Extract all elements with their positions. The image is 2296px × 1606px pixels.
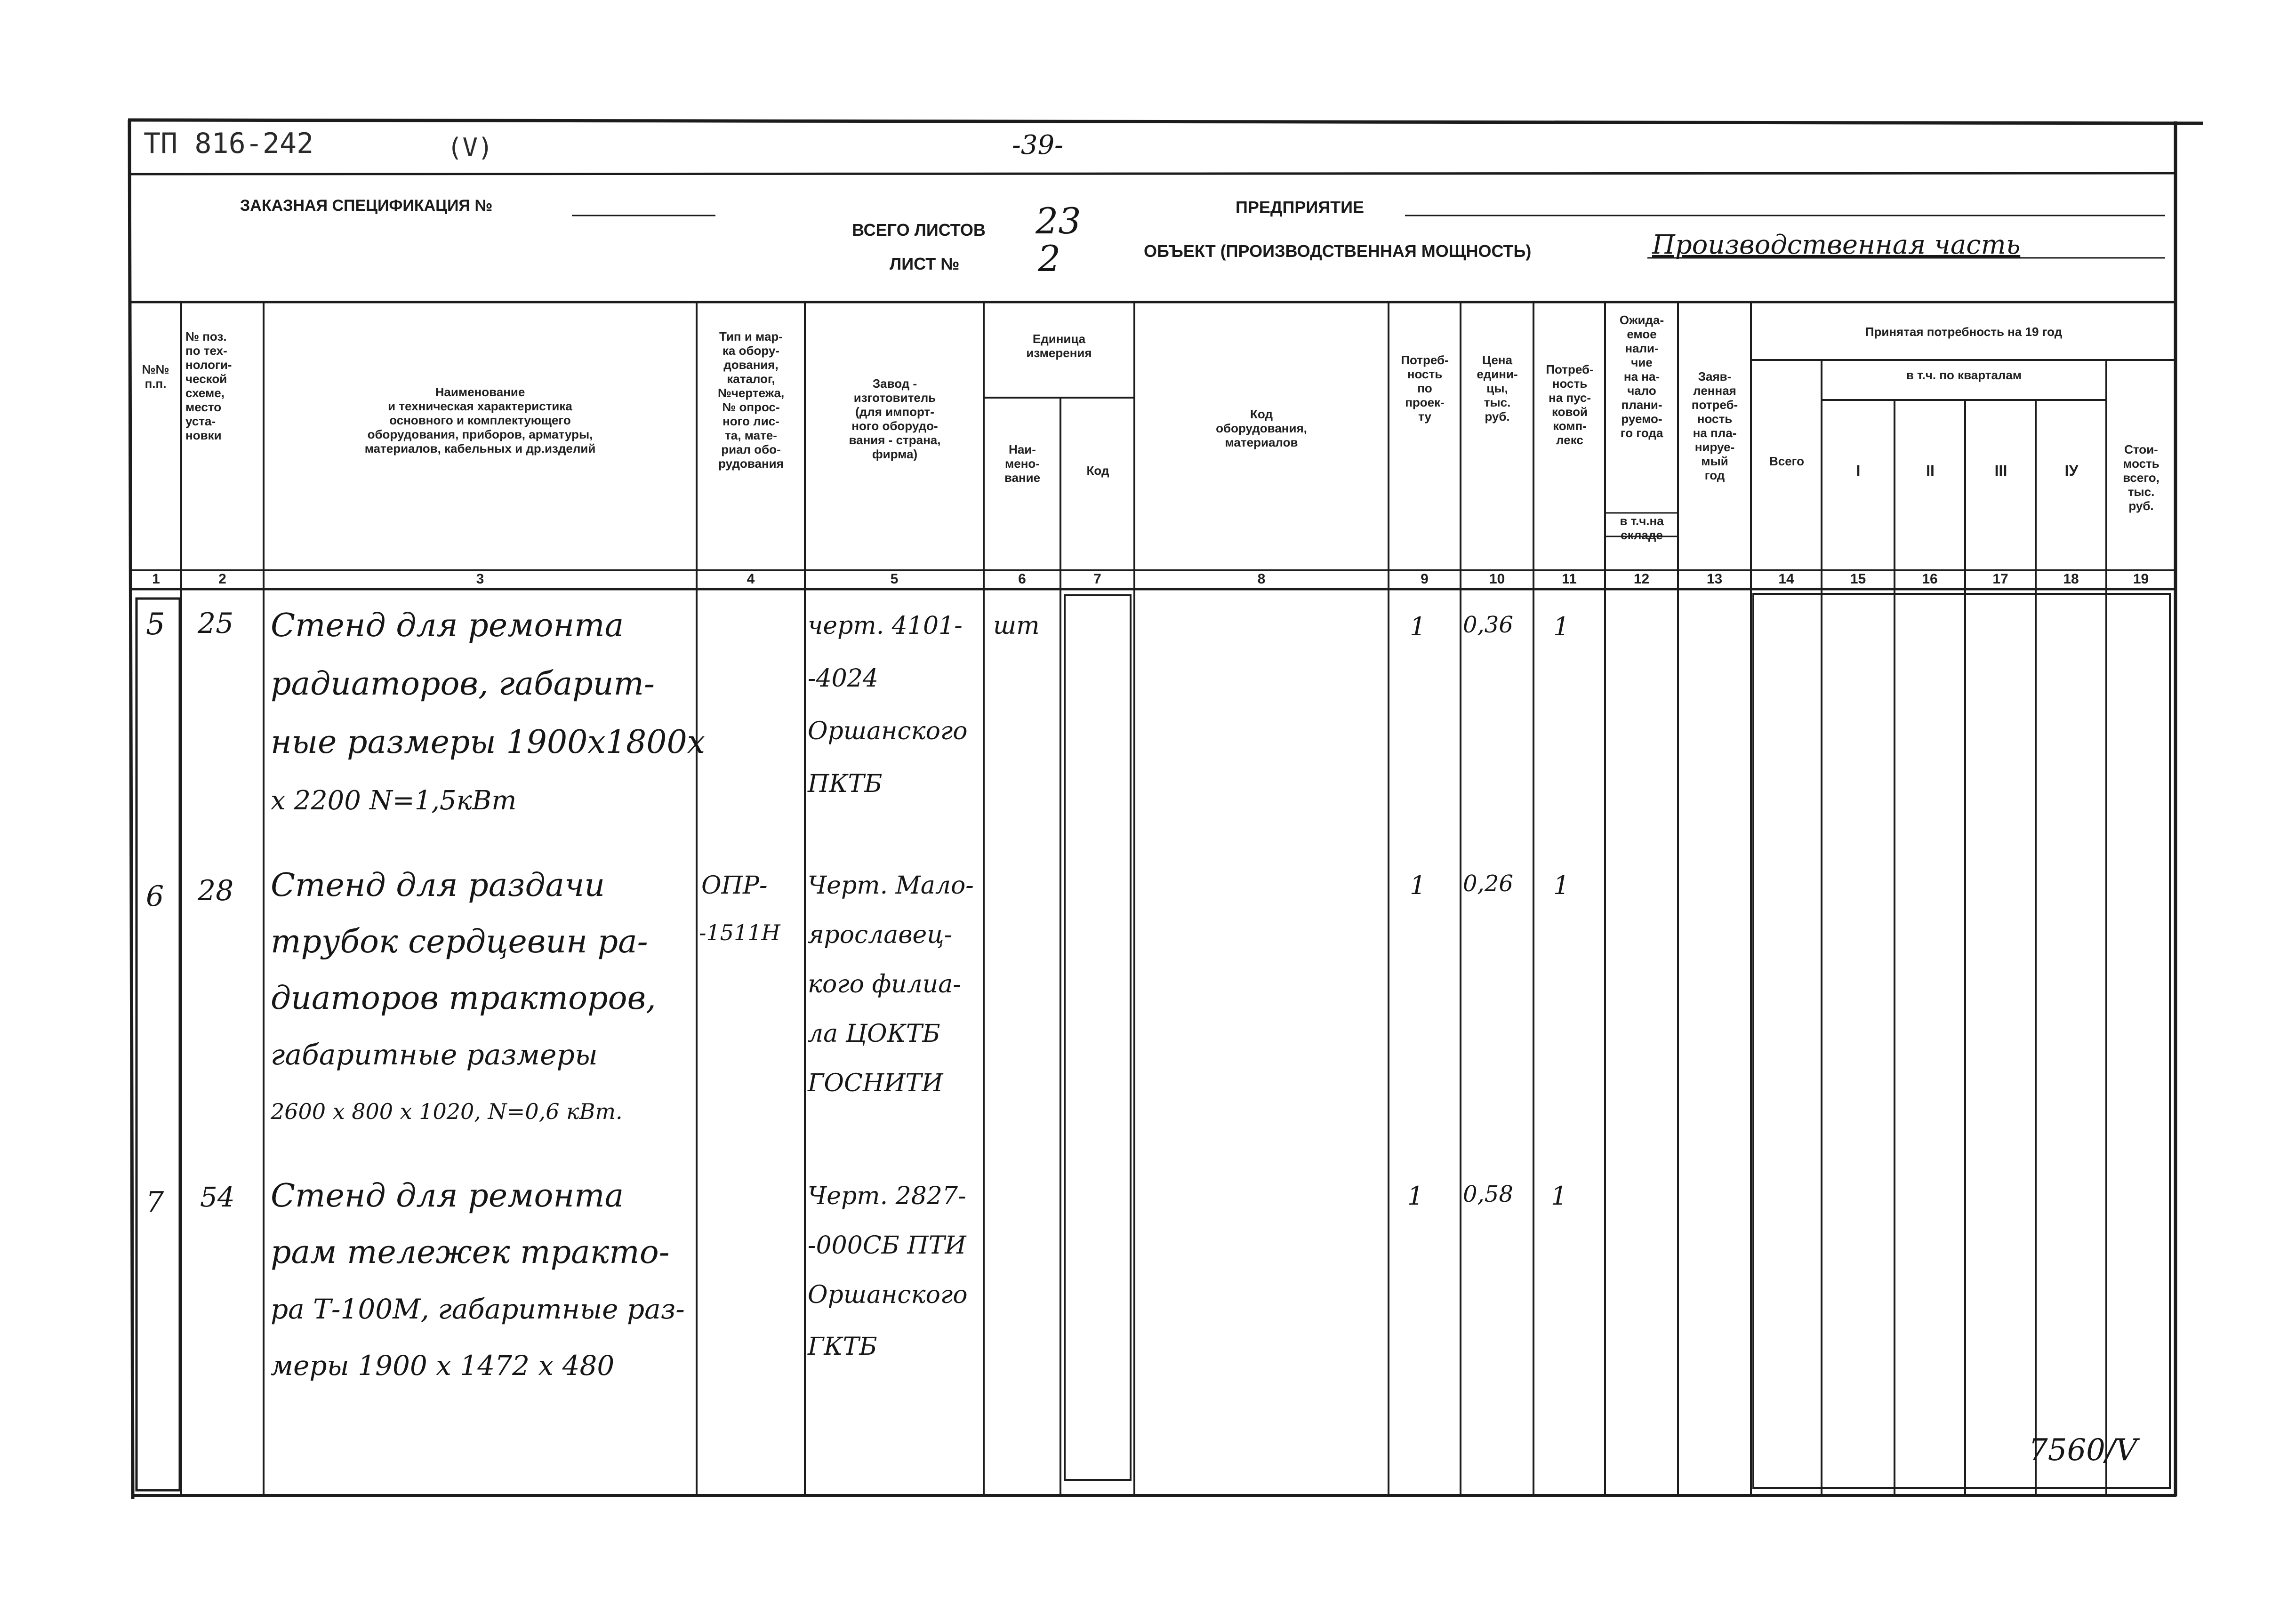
header-row-number: №№ п.п. [142,362,169,391]
header-start-complex-need: Потреб- ность на пус- ковой комп- лекс [1546,362,1594,447]
sheet-number-label: ЛИСТ № [890,254,960,273]
row-maker-line: Оршанского [808,1281,968,1309]
header-equipment-code: Код оборудования, материалов [1216,407,1307,449]
row-unit: шт [993,612,1040,640]
row-start-quantity: 1 [1553,871,1570,900]
header-unit-name: Наи- мено- вание [1004,442,1041,485]
header-quarter-4: IУ [2064,462,2079,479]
header-unit-code: Код [1086,463,1109,478]
row-maker-line: Черт. 2827- [808,1182,966,1210]
column-number: 11 [1562,571,1577,587]
row-maker-line: -4024 [808,664,878,693]
header-total-cost: Стои- мость всего, тыс. руб. [2123,442,2160,513]
row-name-line: 2600 х 800 х 1020, N=0,6 кВт. [271,1099,623,1124]
row-name-line: Стенд для ремонта [271,1177,624,1214]
row-name-line: габаритные размеры [271,1039,598,1071]
volume-number: (V) [447,133,493,162]
row-maker-line: Оршанского [808,717,968,745]
sheets-total-label: ВСЕГО ЛИСТОВ [852,220,986,240]
row-start-quantity: 1 [1553,612,1570,641]
column-number: 1 [152,571,160,587]
row-quantity: 1 [1410,871,1426,900]
row-name-line: радиаторов, габарит- [271,665,655,703]
header-quarter-3: III [1994,462,2007,479]
column-number: 9 [1421,571,1429,587]
page-number: -39- [1012,130,1064,160]
column-number: 18 [2063,571,2079,587]
enterprise-label: ПРЕДПРИЯТИЕ [1236,198,1365,217]
row-name-line: х 2200 N=1,5кВт [271,785,517,816]
row-number: 7 [146,1186,164,1219]
row-name-line: Стенд для ремонта [271,607,624,644]
row-price: 0,58 [1463,1181,1513,1207]
row-maker-line: ПКТБ [808,770,883,798]
column-number: 17 [1992,571,2008,587]
header-type: Тип и мар- ка обору- дования, каталог, №чертежа, № опрос- ного лис- та, мате- риал обо- рудования [717,329,785,471]
header-accepted-group: Принятая потребность на 19 год [1865,325,2063,339]
header-in-warehouse: в т.ч.на складе [1620,514,1664,542]
row-maker-line: -000СБ ПТИ [808,1231,966,1260]
header-total: Всего [1769,454,1805,468]
column-number: 8 [1257,571,1266,587]
row-name-line: Стенд для раздачи [271,867,605,904]
column-number: 6 [1018,571,1026,587]
header-expected-stock: Ожида- емое нали- чие на на- чало плани- руемо- го года [1619,313,1664,440]
row-position: 25 [198,607,234,640]
row-number: 6 [146,880,164,913]
column-number: 13 [1706,571,1723,587]
row-maker-line: ярославец- [808,921,953,949]
header-unit-group: Единица измерения [1026,332,1092,360]
header-quarters-group: в т.ч. по кварталам [1906,368,2022,382]
column-number: 10 [1489,571,1505,587]
column-number: 3 [476,571,484,587]
header-position: № поз. по тех- нологи- ческой схеме, место уста- новки [185,329,232,442]
row-quantity: 1 [1410,612,1426,641]
row-maker-line: черт. 4101- [808,612,963,640]
row-name-line: трубок сердцевин ра- [271,923,648,960]
header-declared-need: Заяв- ленная потреб- ность на пла- нируе- мый год [1691,369,1738,482]
column-number: 5 [890,571,899,587]
column-number: 2 [218,571,226,587]
row-name-line: рам тележек тракто- [271,1234,670,1271]
inventory-number: 7560/V [2029,1433,2137,1468]
row-position: 28 [198,874,234,907]
row-name-line: меры 1900 х 1472 х 480 [271,1350,615,1382]
row-start-quantity: 1 [1551,1181,1567,1211]
specification-title: ЗАКАЗНАЯ СПЕЦИФИКАЦИЯ № [240,197,493,215]
row-quantity: 1 [1407,1181,1424,1211]
row-type-line: ОПР- [701,871,768,900]
object-value: Производственная часть [1652,230,2021,260]
header-project-need: Потреб- ность по проек- ту [1401,353,1449,423]
row-maker-line: кого филиа- [808,970,961,999]
row-price: 0,26 [1463,871,1513,897]
header-quarter-1: I [1856,462,1861,479]
column-number: 14 [1778,571,1794,587]
row-name-line: ра Т-100М, габаритные раз- [271,1293,685,1325]
column-number: 15 [1850,571,1866,587]
row-price: 0,36 [1463,612,1513,638]
row-name-line: ные размеры 1900х1800х [271,724,706,761]
header-unit-price: Цена едини- цы, тыс. руб. [1477,353,1518,423]
row-type-line: -1511Н [699,920,780,945]
column-number: 4 [747,571,755,587]
column-number: 19 [2133,571,2149,587]
column-number: 16 [1922,571,1938,587]
row-number: 5 [146,607,165,642]
column-number: 7 [1093,571,1101,587]
header-name: Наименование и техническая характеристика основного и комплектующего оборудования, приборов, арматуры, материалов, кабельных и др.изделий [364,385,596,455]
row-maker-line: ГОСНИТИ [808,1069,943,1097]
sheets-total-value: 23 [1036,200,1081,242]
header-manufacturer: Завод - изготовитель (для импорт- ного оборудо- вания - страна, фирма) [849,376,941,461]
object-label: ОБЪЕКТ (ПРОИЗВОДСТВЕННАЯ МОЩНОСТЬ) [1144,241,1532,261]
row-maker-line: ла ЦОКТБ [808,1020,940,1048]
header-quarter-2: II [1926,462,1935,479]
column-number: 12 [1633,571,1650,587]
sheet-number-value: 2 [1038,238,1061,280]
row-maker-line: ГКТБ [808,1333,877,1361]
document-code: ТП 816-242 [144,127,314,160]
row-maker-line: Черт. Мало- [808,871,974,900]
row-name-line: диаторов тракторов, [271,980,656,1017]
row-position: 54 [200,1181,235,1213]
